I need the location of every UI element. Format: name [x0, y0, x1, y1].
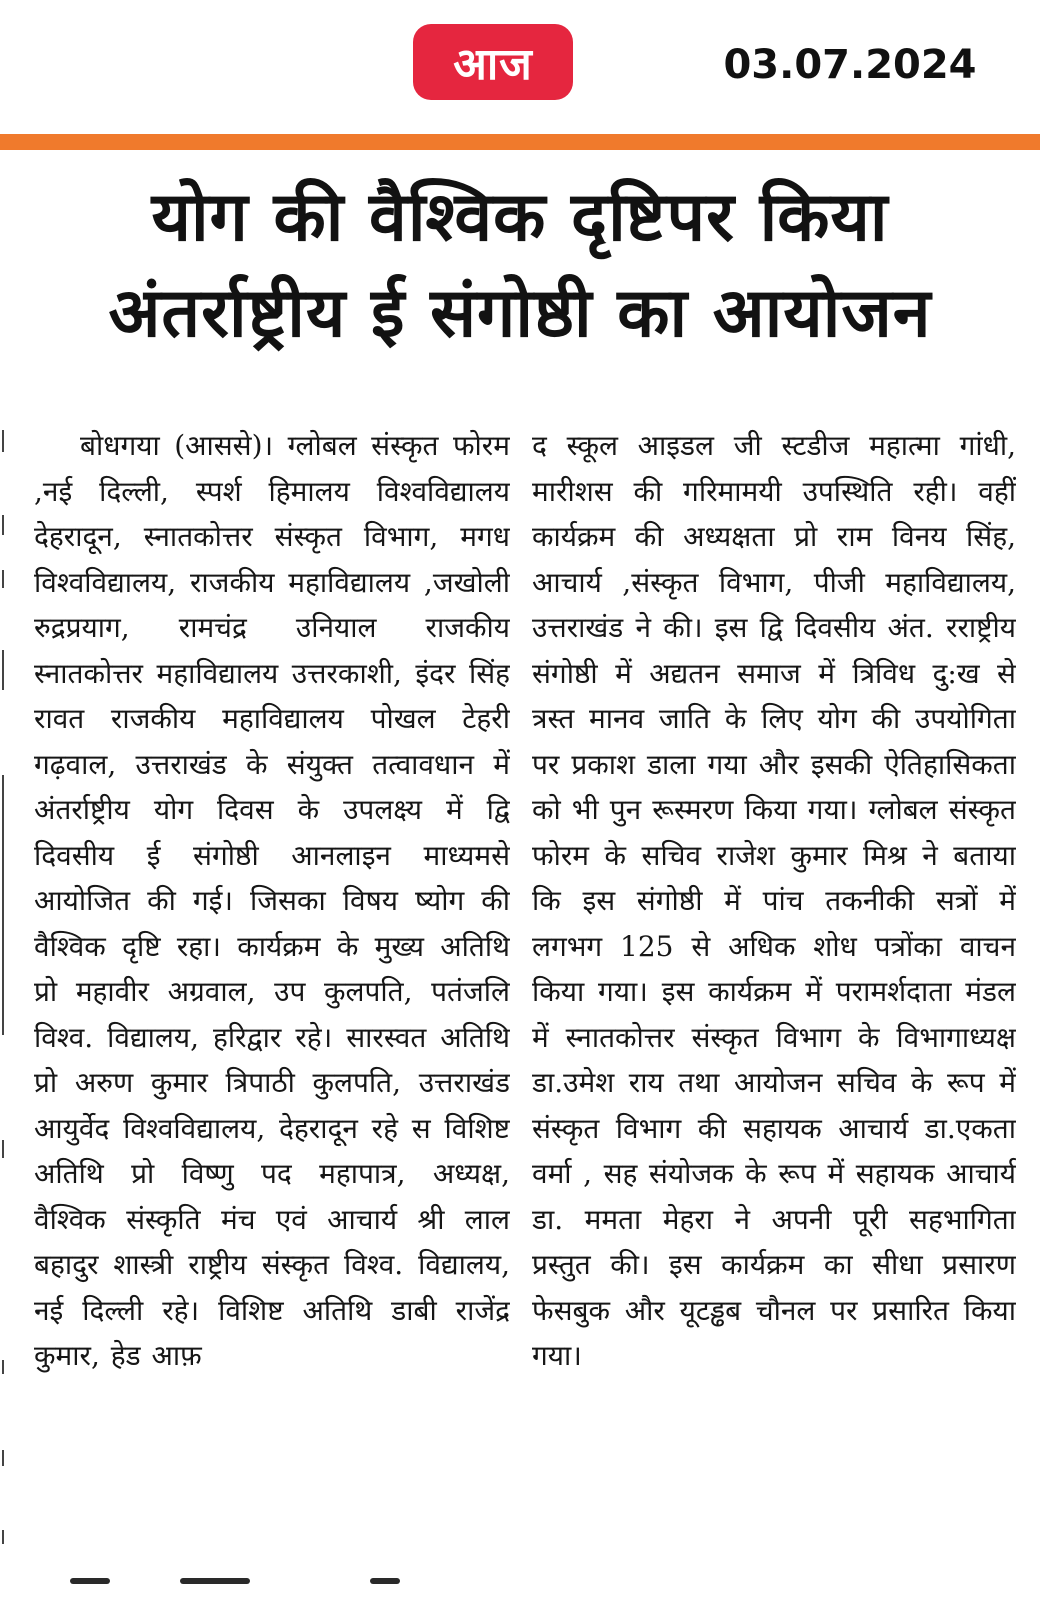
left-margin-marks: [0, 380, 8, 1580]
article-headline: [20, 170, 1020, 362]
newspaper-logo: आज: [413, 24, 573, 100]
publication-date: 03.07.2024: [723, 42, 977, 88]
masthead: [0, 0, 1040, 132]
orange-divider: [0, 134, 1040, 150]
next-article-edge: [70, 1578, 490, 1588]
article-column-left: बोधगया (आससे)। ग्लोबल संस्कृत फोरम ,नई दिल्ली, स्पर्श हिमालय विश्वविद्यालय देहरादून, स्नातकोत्तर संस्कृत विभाग, मगध विश्वविद्यालय, राजकीय महाविद्यालय ,जखोली रुद्रप्रयाग, रामचंद्र उनियाल राजकीय स्नातकोत्तर महाविद्यालय उत्तरकाशी, इंदर सिंह रावत राजकीय महाविद्यालय पोखल टेहरी गढ़वाल, उत्तराखंड के संयुक्त तत्वावधान में अंतर्राष्ट्रीय योग दिवस के उपलक्ष्य में द्वि दिवसीय ई संगोष्ठी आनलाइन माध्यमसे आयोजित की गई। जिसका विषय ष्योग की वैश्विक दृष्टि रहा। कार्यक्रम के मुख्य अतिथि प्रो महावीर अग्रवाल, उप कुलपति, पतंजलि विश्व. विद्यालय, हरिद्वार रहे। सारस्वत अतिथि प्रो अरुण कुमार त्रिपाठी कुलपति, उत्तराखंड आयुर्वेद विश्वविद्यालय, देहरादून रहे स विशिष्ट अतिथि प्रो विष्णु पद महापात्र, अध्यक्ष, वैश्विक संस्कृति मंच एवं आचार्य श्री लाल बहादुर शास्त्री राष्ट्रीय संस्कृत विश्व. विद्यालय, नई दिल्ली रहे। विशिष्ट अतिथि डाबी राजेंद्र कुमार, हेड आफ़: [34, 429, 510, 1372]
headline-line-1: योग की वैश्विक दृष्टिपर किया: [151, 178, 889, 257]
article-column-right: द स्कूल आइडल जी स्टडीज महात्मा गांधी, मारीशस की गरिमामयी उपस्थिति रही। वहीं कार्यक्रम की अध्यक्षता प्रो राम विनय सिंह, आचार्य ,संस्कृत विभाग, पीजी महाविद्यालय, उत्तराखंड ने की। इस द्वि दिवसीय अंत. रराष्ट्रीय संगोष्ठी में अद्यतन समाज में त्रिविध दु:ख से त्रस्त मानव जाति के लिए योग की उपयोगिता पर प्रकाश डाला गया और इसकी ऐतिहासिकता को भी पुन रूस्मरण किया गया। ग्लोबल संस्कृत फोरम के सचिव राजेश कुमार मिश्र ने बताया कि इस संगोष्ठी में पांच तकनीकी सत्रों में लगभग 125 से अधिक शोध पत्रोंका वाचन किया गया। इस कार्यक्रम में परामर्शदाता मंडल में स्नातकोत्तर संस्कृत विभाग के विभागाध्यक्ष डा.उमेश राय तथा आयोजन सचिव के रूप में संस्कृत विभाग की सहायक आचार्य डा.एकता वर्मा , सह संयोजक के रूप में सहायक आचार्य डा. ममता मेहरा ने अपनी पूरी सहभागिता प्रस्तुत की। इस कार्यक्रम का सीधा प्रसारण फेसबुक और यूटड्ढब चौनल पर प्रसारित किया गया।: [532, 429, 1016, 1372]
headline-line-2: अंतर्राष्ट्रीय ई संगोष्ठी का आयोजन: [108, 274, 932, 353]
